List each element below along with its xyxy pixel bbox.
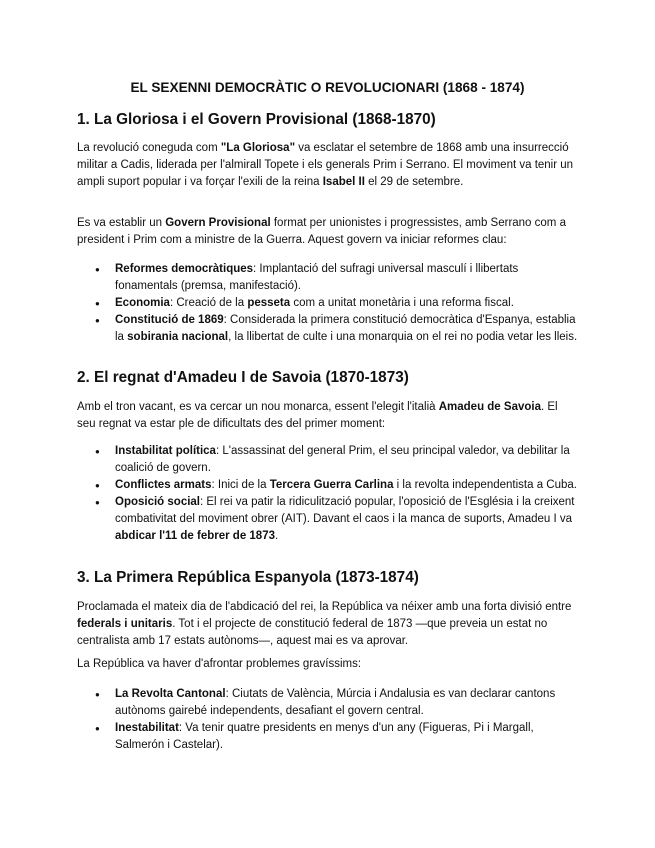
list-item xyxy=(77,312,579,346)
text-run: : L'assassinat del general Prim, el seu principal valedor, va debilitar la coalició de govern. xyxy=(115,445,570,474)
list-item xyxy=(77,686,579,720)
bold-term: Inestabilitat xyxy=(115,722,179,734)
section-2-paragraph-1 xyxy=(77,399,579,433)
bold-term: Instabilitat política xyxy=(115,445,216,457)
text-run: i la revolta independentista a Cuba. xyxy=(393,479,577,491)
section-heading-3: 3. La Primera República Espanyola (1873-1874) xyxy=(77,569,419,586)
list-item xyxy=(77,295,579,312)
section-3-paragraph-1 xyxy=(77,599,579,650)
bold-term: Tercera Guerra Carlina xyxy=(269,479,394,491)
text-run: va esclatar el setembre de 1868 amb una insurrecció militar a Cadis, liderada per l'almirall Topete i els generals Prim i Serrano. El moviment va tenir un ampli suport popular i va forçar l'exili de la reina xyxy=(77,142,574,188)
list-item xyxy=(77,494,579,545)
bold-term: Economia xyxy=(115,297,170,309)
section-1-paragraph-1 xyxy=(77,140,579,191)
list-item xyxy=(77,477,579,494)
section-3-paragraph-2 xyxy=(77,656,579,673)
bold-term: Constitució de 1869 xyxy=(115,314,224,326)
text-run: , la llibertat de culte i una monarquia on el rei no podia vetar les lleis. xyxy=(228,331,578,343)
text-run: format per unionistes i progressistes, amb Serrano com a president i Prim com a ministre de la Guerra. Aquest govern va iniciar reformes clau: xyxy=(77,217,566,246)
list-item xyxy=(77,443,579,477)
text-run: el 29 de setembre. xyxy=(364,176,464,188)
bold-term: abdicar l'11 de febrer de 1873 xyxy=(115,530,275,542)
text-run: . El seu regnat va estar ple de dificultats des del primer moment: xyxy=(77,401,558,430)
list-item xyxy=(77,261,579,295)
bold-term: Amadeu de Savoia xyxy=(438,401,541,413)
section-heading-1: 1. La Gloriosa i el Govern Provisional (1868-1870) xyxy=(77,111,436,128)
text-run: : Considerada la primera constitució democràtica d'Espanya, establia la xyxy=(115,314,576,343)
text-run: . xyxy=(275,530,279,542)
list-item xyxy=(77,720,579,754)
section-1-paragraph-2 xyxy=(77,215,579,249)
bold-term: Conflictes armats xyxy=(115,479,212,491)
text-run: La revolució coneguda com xyxy=(77,142,221,154)
text-run: Es va establir un xyxy=(77,217,166,229)
text-run: . Tot i el projecte de constitució federal de 1873 —que preveia un estat no centralista amb 17 estats autònoms—, aquest mai es va aprovar. xyxy=(77,618,548,647)
section-heading-2: 2. El regnat d'Amadeu I de Savoia (1870-1873) xyxy=(77,369,409,386)
text-run: : Implantació del sufragi universal masculí i llibertats fonamentals (premsa, manifestació). xyxy=(115,263,519,292)
bold-term: "La Gloriosa" xyxy=(220,142,296,154)
bold-term: Oposició social xyxy=(115,496,200,508)
bold-term: sobirania nacional xyxy=(127,331,229,343)
bold-term: pesseta xyxy=(247,297,291,309)
text-run: La República va haver d'afrontar problemes gravíssims: xyxy=(77,658,362,670)
bold-term: La Revolta Cantonal xyxy=(115,688,226,700)
section-3-list xyxy=(77,686,579,754)
section-2-list xyxy=(77,443,579,545)
text-run: : Creació de la xyxy=(169,297,248,309)
bold-term: Govern Provisional xyxy=(165,217,271,229)
text-run: : El rei va patir la ridiculització popular, l'oposició de l'Església i la creixent combativitat del moviment obrer (AIT). Davant el caos i la manca de suports, Amadeu I va xyxy=(115,496,575,525)
text-run: : Inici de la xyxy=(211,479,270,491)
bold-term: Reformes democràtiques xyxy=(115,263,254,275)
text-run: : Ciutats de València, Múrcia i Andalusia es van declarar cantons autònoms gairebé independents, desafiant el govern central. xyxy=(115,688,556,717)
section-1-list xyxy=(77,261,579,346)
bold-term: Isabel II xyxy=(322,176,365,188)
text-run: com a unitat monetària i una reforma fiscal. xyxy=(290,297,514,309)
document-title: EL SEXENNI DEMOCRÀTIC O REVOLUCIONARI (1868 - 1874) xyxy=(130,80,525,95)
text-run: Proclamada el mateix dia de l'abdicació del rei, la República va néixer amb una forta divisió entre xyxy=(77,601,572,613)
bold-term: federals i unitaris xyxy=(77,618,173,630)
text-run: : Va tenir quatre presidents en menys d'un any (Figueras, Pi i Margall, Salmerón i Castelar). xyxy=(115,722,534,751)
text-run: Amb el tron vacant, es va cercar un nou monarca, essent l'elegit l'italià xyxy=(77,401,439,413)
